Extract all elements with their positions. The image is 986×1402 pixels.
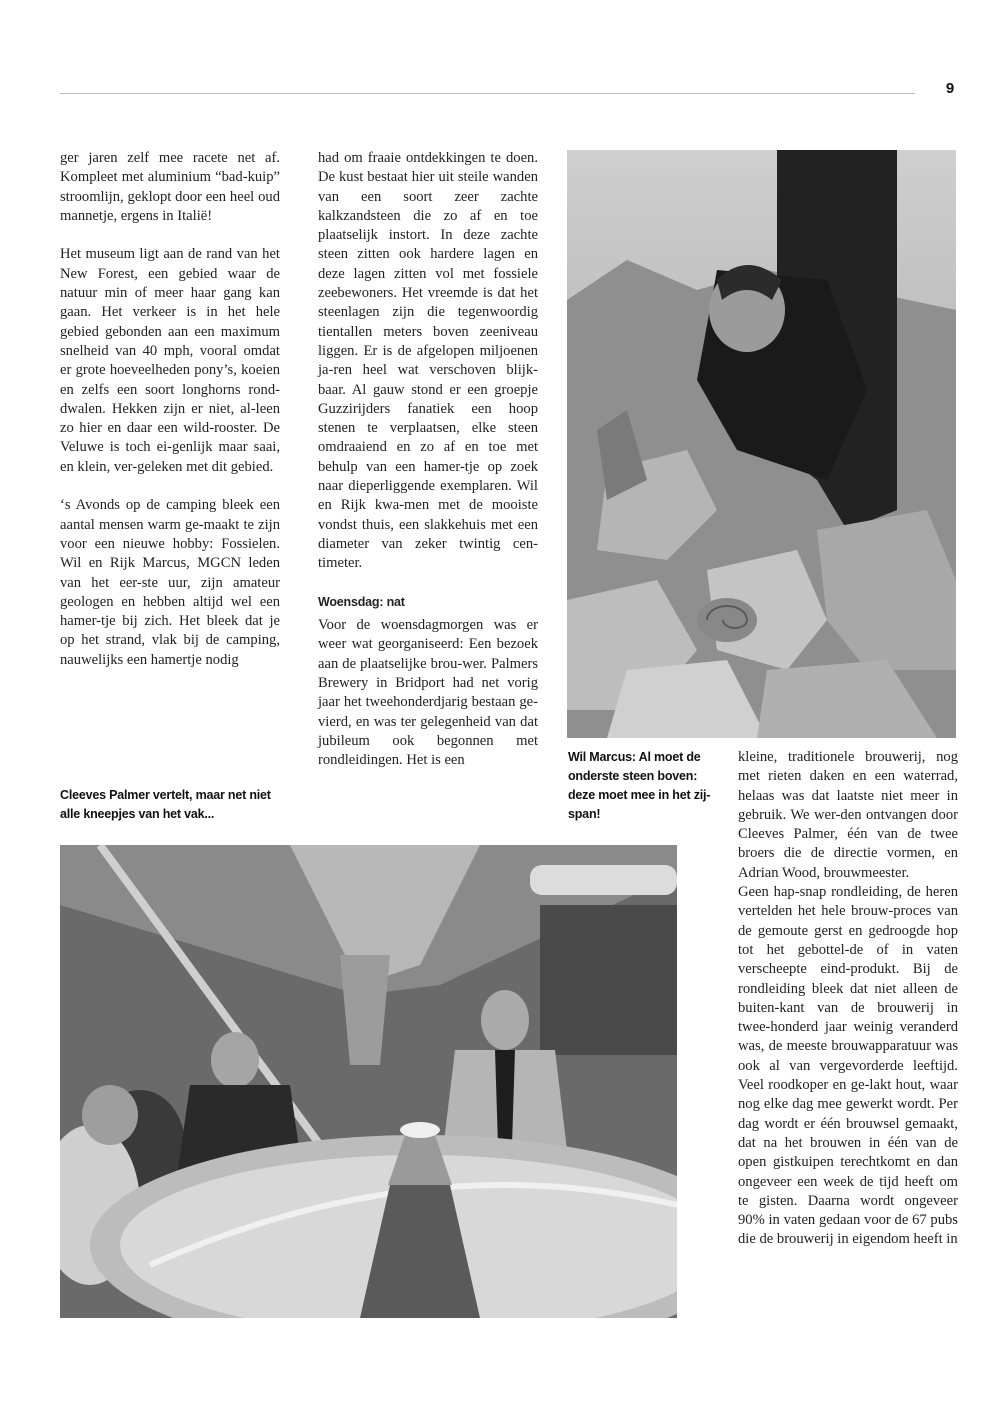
paragraph: kleine, traditionele brouwerij, nog met rieten daken en een waterrad, helaas was dat laatste niet meer in gebruik. We wer-den ontvangen door Cleeves Palmer, één van de twee broers die de directie vormen, en Adrian Wood, brouwmeester. xyxy=(738,749,958,881)
fossil-photo-illustration xyxy=(567,150,956,738)
section-subheading: Woensdag: nat xyxy=(318,594,405,609)
column-1 xyxy=(60,149,280,670)
header-rule xyxy=(60,93,915,94)
paragraph: Geen hap-snap rondleiding, de heren vertelden het hele brouw-proces van de gemoute gerst en gedroogde hop tot het gebottel-de of in vaten verscheepte eind-produkt. Bij de rondleiding bleek dat niet alleen de buiten-kant van de brouwerij in twee-honderd jaar weinig veranderd was, de meeste brouwapparatuur was ook al van vergevorderde leeftijd. Veel roodkoper en ge-lakt hout, waar nog elke dag mee gewerkt wordt. Per dag wordt er één brouwsel gemaakt, dat na het brouwen in één van de open gistkuipen terechtkomt en dan ongeveer een week de tijd heeft om te gisten. Daarna wordt ongeveer 90% in vaten gedaan voor de 67 pubs die de brouwerij in eigendom heeft in xyxy=(738,884,958,1248)
paragraph: Het museum ligt aan de rand van het New Forest, een gebied waar de natuur min of meer haar gang kan gaan. Het verkeer is in het hele gebied gebonden aan een maximum snelheid van 40 mph, vooral omdat er grote hoeveelheden pony’s, koeien en zelfs een soort longhorns rond-dwalen. Hekken zijn er niet, al-leen zo hier en daar een wild-rooster. De Veluwe is toch ei-genlijk maar saai, en klein, ver-geleken met dit gebied. xyxy=(60,246,280,475)
paragraph: Voor de woensdagmorgen was er weer wat georganiseerd: Een bezoek aan de plaatselijke brou-wer. Palmers Brewery in Bridport had net vorig jaar het tweehonderdjarig bestaan ge-vierd, en was ter gelegenheid van dat jubileum ook begonnen met rondleidingen. Het is een xyxy=(318,617,538,769)
paragraph: ‘s Avonds op de camping bleek een aantal mensen warm ge-maakt te zijn voor een nieuwe hobby: Fossielen. Wil en Rijk Marcus, MGCN leden van het eer-ste uur, zijn amateur geologen en hebben altijd wel een hamer-tje bij zich. Het bleek dat je op het strand, vlak bij de camping, nauwelijks een hamertje nodig xyxy=(60,497,280,668)
fossil-photo-caption: Wil Marcus: Al moet de onderste steen boven: deze moet mee in het zij-span! xyxy=(568,750,711,821)
paragraph: had om fraaie ontdekkingen te doen. De kust bestaat hier uit steile wanden van een soort zeer zachte kalkzandsteen die zo af en toe plaatselijk instort. In deze zachte steen zitten ook hardere lagen en deze lagen zitten vol met fossiele zeebewoners. Het vreemde is dat het steenlagen zijn die tegenwoordig tientallen meters boven zeeniveau liggen. Er is de afgelopen miljoenen ja-ren heel wat verschoven blijk-baar. Al gauw stond er een groepje Guzzirijders fanatiek een hoop stenen te verplaatsen, elke steen omdraaiend en zo af en toe met behulp van een hamer-tje op zoek naar dieperliggende exemplaren. Wil en Rijk kwa-men met de mooiste vondst thuis, een slakkehuis met een diameter van zeker twintig cen-timeter. xyxy=(318,150,538,572)
page-number: 9 xyxy=(945,80,955,97)
brewery-tour-photo xyxy=(60,845,677,1318)
brewery-photo-caption: Cleeves Palmer vertelt, maar net niet alle kneepjes van het vak... xyxy=(60,788,271,821)
brewery-photo-illustration xyxy=(60,845,677,1318)
paragraph: ger jaren zelf mee racete net af. Kompleet met aluminium “bad-kuip” stroomlijn, geklopt door een heel oud mannetje, ergens in Italië! xyxy=(60,150,280,224)
column-2 xyxy=(318,149,538,771)
fossil-hunting-photo xyxy=(567,150,956,738)
column-3 xyxy=(738,748,958,1250)
